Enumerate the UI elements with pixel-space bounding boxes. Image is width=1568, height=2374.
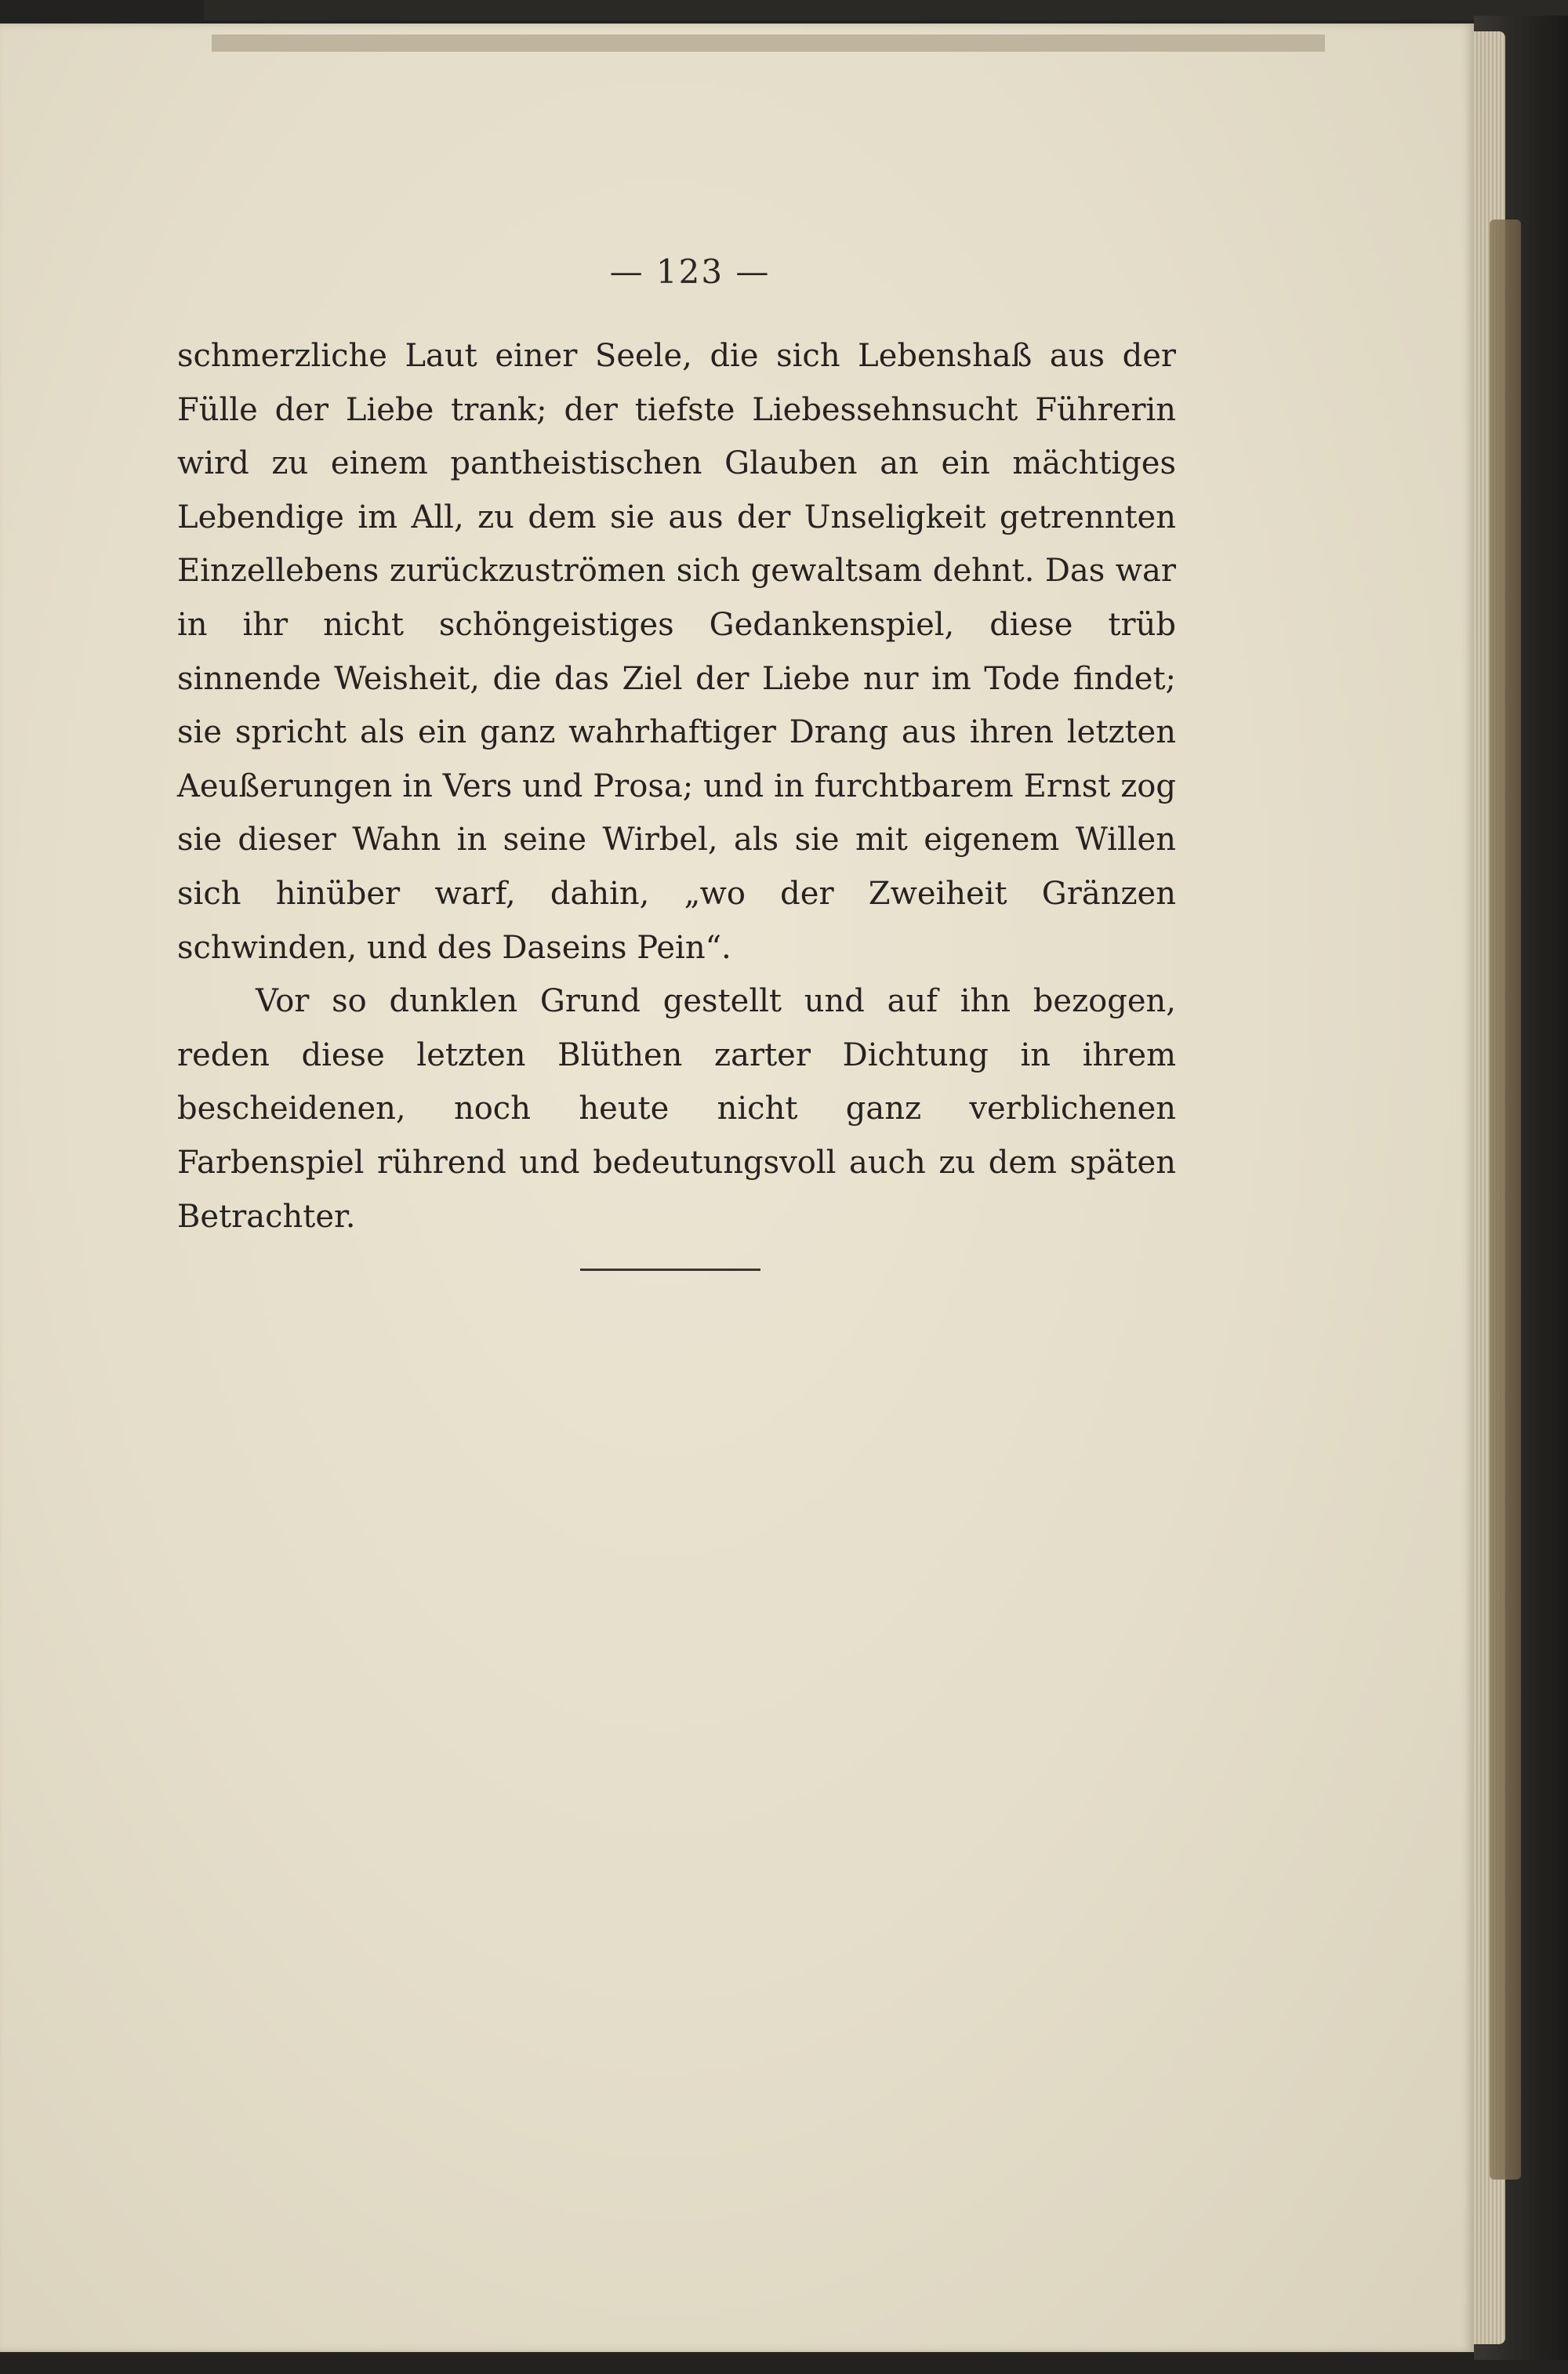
page-top-edge — [212, 34, 1325, 52]
page-number: — 123 — — [609, 252, 771, 291]
gutter-stain — [1490, 220, 1521, 2180]
paper-page — [0, 24, 1474, 2352]
paragraph-1: schmerzliche Laut einer Seele, die sich Lebenshaß aus der Fülle der Liebe trank; der tiefste Liebessehnsucht Führerin wird zu einem pantheistischen Glauben an ein mächtiges Lebendige im All, zu dem sie aus der Unseligkeit getrennten Einzellebens zurückzuströmen sich gewaltsam dehnt. Das war in ihr nicht schöngeistiges Gedankenspiel, diese trüb sinnende Weisheit, die das Ziel der Liebe nur im Tode findet; sie spricht als ein ganz wahrhaftiger Drang aus ihren letzten Aeußerungen in Vers und Prosa; und in furchtbarem Ernst zog sie dieser Wahn in seine Wirbel, als sie mit eigenem Willen sich hinüber warf, dahin, „wo der Zweiheit Gränzen schwinden, und des Daseins Pein“. — [177, 338, 1176, 966]
body-text — [177, 329, 1176, 1243]
paragraph-2: Vor so dunklen Grund gestellt und auf ihn bezogen, reden diese letzten Blüthen zarter Dichtung in ihrem bescheidenen, noch heute nicht ganz verblichenen Farbenspiel rührend und bedeutungsvoll auch zu dem späten Betrachter. — [177, 983, 1176, 1235]
book-cover-top-edge — [204, 0, 1568, 20]
section-divider-rule — [580, 1269, 760, 1271]
